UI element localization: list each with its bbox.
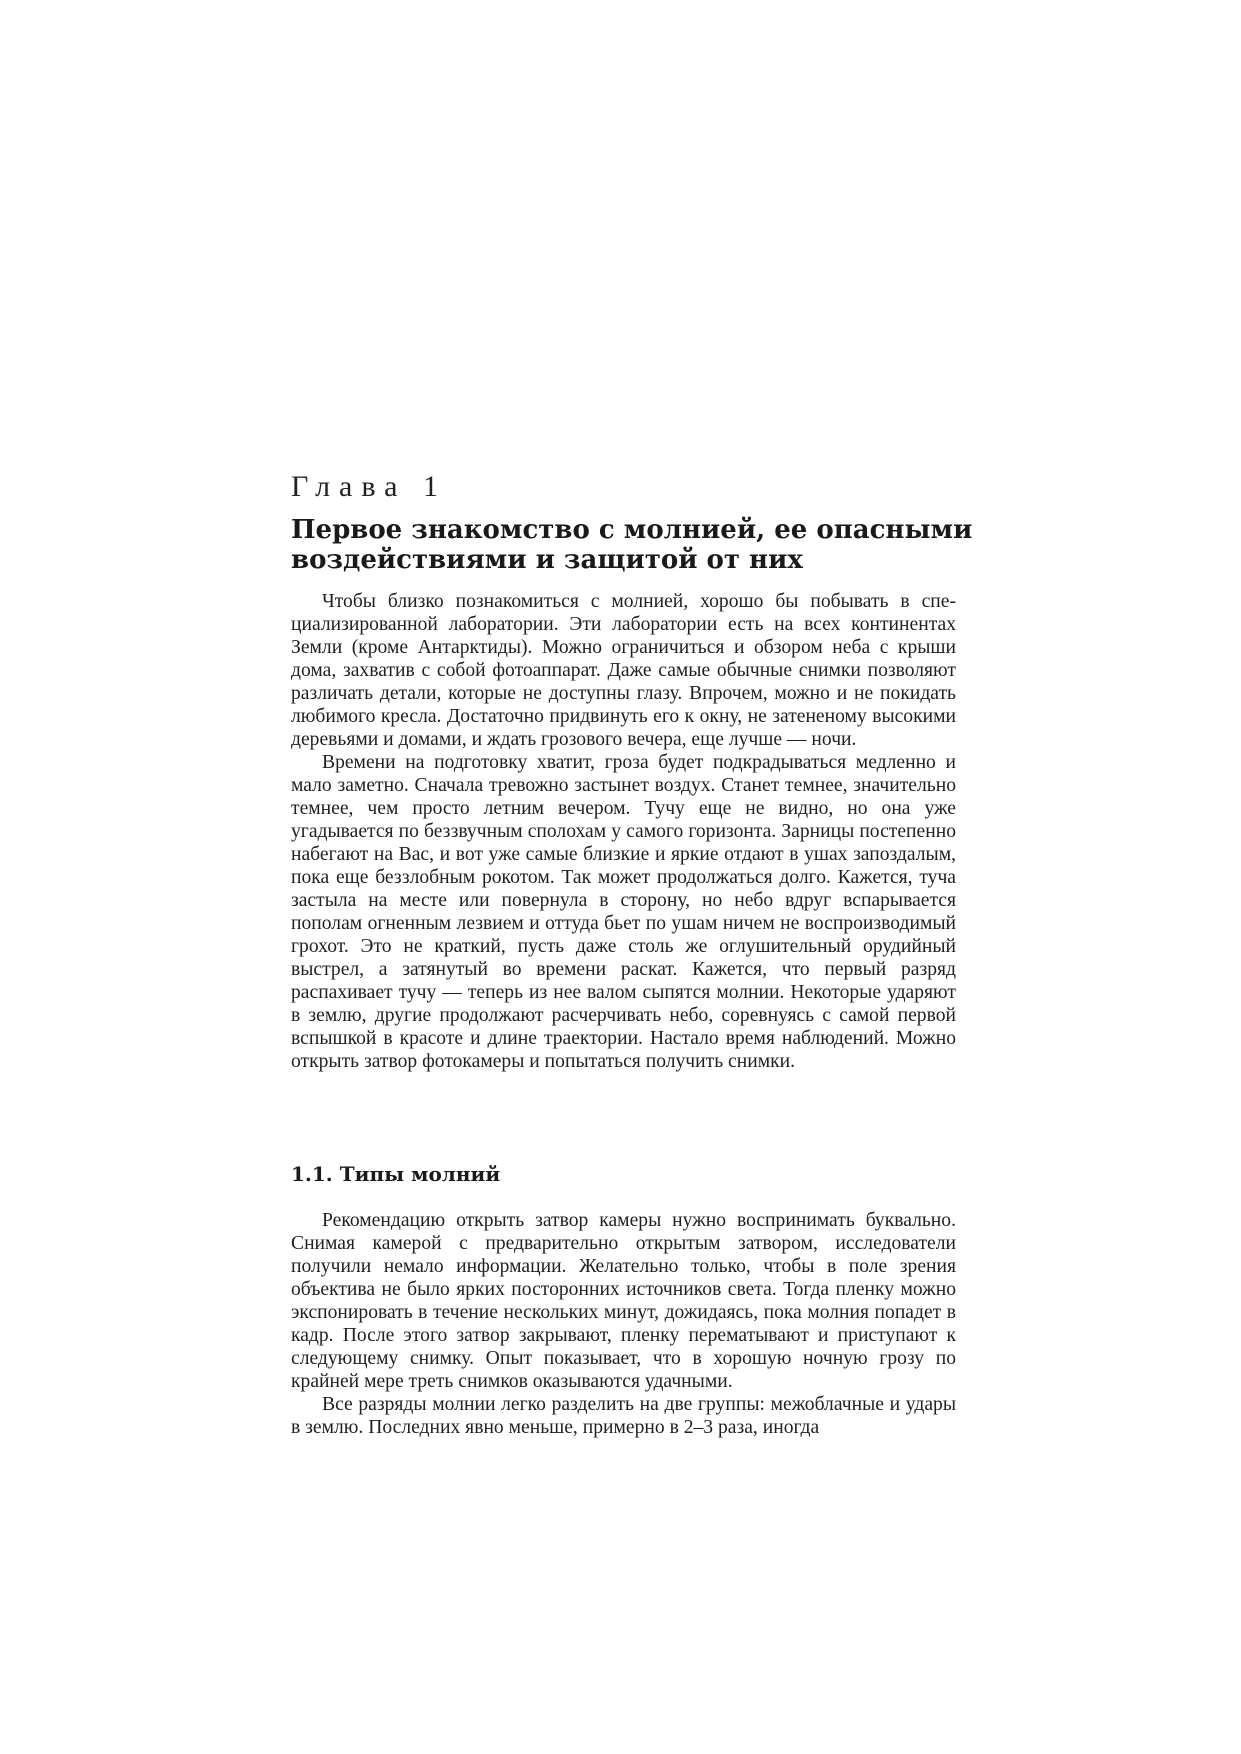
- paragraph: Все разряды молнии легко разделить на две группы: межоблачные и удары в землю. Последних явно меньше, примерно в 2–3 раза, иногда: [291, 1394, 956, 1438]
- paragraph: Времени на подготовку хватит, гроза будет подкрадываться медленно и мало заметно. Сначала тревожно застынет воздух. Станет темнее, значительно темнее, чем просто летним вечером. Тучу еще не видно, но она уже угадывается по беззвучным сполохам у самого горизонта. Зарницы постепенно набегают на Вас, и вот уже самые близкие и яркие отдают в ушах запоздалым, пока еще беззлобным рокотом. Так может продолжаться долго. Кажется, туча застыла на месте или повернула в сторону, но небо вдруг вспарывается пополам огненным лезвием и оттуда бьет по ушам ничем не воспроизводимый грохот. Это не краткий, пусть даже столь же оглушительный орудийный выстрел, а затянутый во времени раскат. Кажется, что первый разряд распахивает тучу — теперь из нее валом сыпятся молнии. Некоторые ударяют в землю, другие продолжают расчерчивать небо, соревнуясь с самой первой вспышкой в красоте и длине траектории. Настало время наблюдений. Можно открыть затвор фотокамеры и попытаться получить снимки.: [291, 752, 956, 1072]
- section-text: [291, 1209, 956, 1439]
- paragraph: Рекомендацию открыть затвор камеры нужно воспринимать буквально. Снимая камерой с предварительно открытым затвором, исследователи получили немало информации. Желательно только, чтобы в поле зрения объектива не было ярких посторонних источников света. Тогда пленку можно экспонировать в течение нескольких минут, дожидаясь, пока молния попадет в кадр. После этого затвор закрывают, пленку перематывают и приступают к следующему снимку. Опыт показывает, что в хорошую ночную грозу по крайней мере треть снимков оказываются удачными.: [291, 1210, 956, 1392]
- intro-text: [291, 590, 956, 1073]
- section-title: 1.1. Типы молний: [291, 1162, 501, 1186]
- chapter-label: Глава 1: [291, 470, 447, 503]
- paragraph: Чтобы близко познакомиться с молнией, хорошо бы побывать в специализированной лаборатории. Эти лаборатории есть на всех континентах Земли (кроме Антарктиды). Можно ограничиться и обзором неба с крыши дома, захватив с собой фотоаппарат. Даже самые обычные снимки позволяют различать детали, которые не доступны глазу. Впрочем, можно и не покидать любимого кресла. Достаточно придвинуть его к окну, не затененому высокими деревьями и домами, и ждать грозового вечера, еще лучше — ночи.: [291, 591, 956, 750]
- chapter-title: Первое знакомство с молнией, ее опасными воздействиями и защитой от них: [291, 515, 973, 575]
